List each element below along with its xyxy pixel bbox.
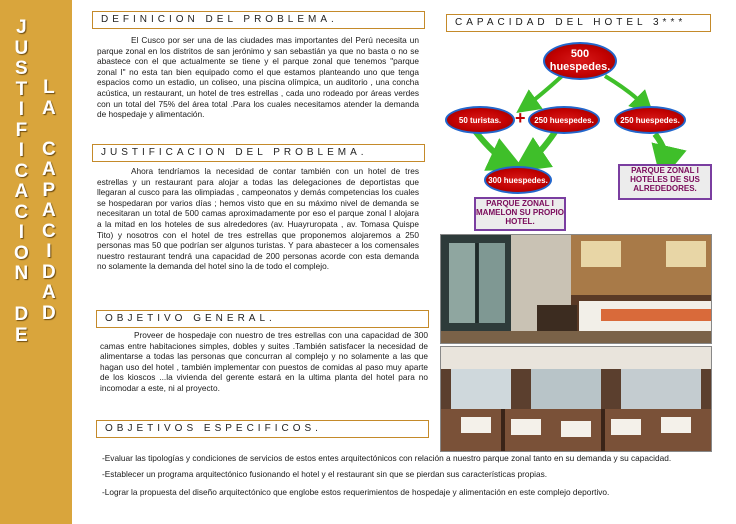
capacidad-header: CAPACIDAD DEL HOTEL 3*** (446, 14, 711, 32)
sidebar-vertical-title-2 (42, 78, 56, 324)
sidebar-letter (19, 285, 24, 306)
sidebar-letter: A (42, 200, 56, 221)
node-250-huespedes-mid (528, 106, 600, 134)
sidebar-letter: D (14, 304, 29, 325)
sidebar-letter: F (15, 119, 28, 141)
hotel-room-image (441, 235, 712, 344)
restaurant-image (441, 347, 712, 452)
sidebar-letter: J (16, 17, 27, 38)
node-500-huespedes (543, 42, 617, 80)
sidebar-letter: C (42, 138, 56, 160)
sidebar-letter: O (14, 242, 29, 264)
sidebar-letter: U (14, 37, 29, 59)
sidebar-letter (46, 119, 51, 140)
node-500-label: 500 huespedes. (549, 48, 611, 73)
node-right-label: 250 huespedes. (620, 115, 680, 125)
node-turistas-label: 50 turistas. (458, 115, 502, 125)
arrow-top-right (605, 76, 645, 106)
definicion-text-body: El Cusco por ser una de las ciudades mas importantes del Perú necesita un parque zonal en los distritos de san jerónimo y san sebastián ya que no basta o no se abastece con el que actualmente se tiene y el parque zonal que tenemos "parque zonal I" no esta tan bien equipado como el que estamos planteando uno que tenga espacios como un estadio, un coliseo, una piscina olímpica, un auditorio , una concha acústica, un restaurant, un hotel de tres estrellas , cada uno rodeado por áreas verdes con un total del 75% del área total .Para los cuales necesitamos atender la demanda de hospedaje y alimentación. (97, 35, 419, 120)
label-parque-zonal-alrededores: PARQUE ZONAL I HOTELES DE SUS ALREDEDORES. (618, 164, 712, 200)
objetivo-item-2: -Establecer un programa arquitectónico fusionando el hotel y el restaurant sin que se pierdan sus características propias. (102, 469, 548, 479)
sidebar-letter: I (18, 99, 25, 120)
plus-sign: + (515, 108, 526, 128)
sidebar-letter: I (46, 241, 52, 262)
sidebar-letter: D (42, 261, 56, 283)
objetivo-general-text (100, 330, 428, 394)
arrow-mid-down (528, 132, 555, 162)
sidebar-letter: C (14, 160, 29, 182)
objetivo-item-3: -Lograr la propuesta del diseño arquitectónico que englobe estos requerimientos de hospedaje y alimentación en este complejo deportivo. (102, 487, 610, 497)
justificacion-text (97, 166, 419, 272)
objetivo-item-1: -Evaluar las tipologías y condiciones de servicios de estos entes arquitectónicos con relación a nuestro parque zonal tanto en su demanda y su capacidad. (102, 453, 672, 463)
label-parque-zonal-propio: PARQUE ZONAL I MAMELON SU PROPIO HOTEL. (474, 197, 566, 231)
sidebar-letter: C (14, 201, 29, 223)
restaurant-photo (440, 346, 712, 452)
sidebar-letter: C (42, 220, 56, 242)
objetivo-general-text-body: Proveer de hospedaje con nuestro de tres estrellas con una capacidad de 300 camas entre habitaciones simples, dobles y suites .También satisfacer la necesidad de alimentarse a todas las personas que concurran al complejo y no solamente a las que hagan uso del hotel , también implementar con puestos de comidas al paso muy aparte de los kioscos ...la vivienda del gerente estará en la ultima planta del hotel para no incomodar a este, ni al proyecto. (100, 330, 428, 393)
sidebar-vertical-title-1 (14, 18, 29, 346)
sidebar-letter: I (18, 140, 25, 161)
sidebar-letter: A (42, 282, 56, 303)
objetivos-list (102, 452, 702, 498)
objetivos-especificos-header: OBJETIVOS ESPECIFICOS. (96, 420, 429, 438)
node-bottom-label: 300 huespedes. (488, 175, 548, 185)
arrow-top-left (526, 76, 562, 106)
capacity-diagram (440, 36, 736, 234)
sidebar-letter: N (14, 263, 29, 284)
node-300-huespedes (484, 166, 552, 194)
sidebar-letter: T (15, 78, 28, 100)
objetivo-general-header: OBJETIVO GENERAL. (96, 310, 429, 328)
sidebar-letter: A (42, 97, 56, 119)
sidebar-letter: A (14, 181, 29, 202)
arrow-right-down (655, 134, 666, 164)
sidebar-letter: E (15, 324, 28, 346)
node-mid-label: 250 huespedes. (534, 115, 594, 125)
hotel-room-photo (440, 234, 712, 344)
node-50-turistas (445, 106, 515, 134)
sidebar-letter: L (43, 77, 55, 98)
justificacion-header: JUSTIFICACION DEL PROBLEMA. (92, 144, 425, 162)
definicion-text (97, 35, 419, 120)
definicion-header: DEFINICION DEL PROBLEMA. (92, 11, 425, 29)
sidebar (0, 0, 72, 524)
sidebar-letter: I (18, 222, 25, 243)
sidebar-letter: S (15, 58, 28, 79)
arrow-turistas-down (475, 131, 508, 162)
justificacion-text-body: Ahora tendríamos la necesidad de contar también con un hotel de tres estrellas y un restaurant para alojar a todas las delegaciones de deportistas que llegaran al cusco para las olimpiadas , campeonatos y demás competencias los cuales se hospedaran por varios días ; hemos visto que en su máximo nivel de demanda se necesitaran un total de 500 camas aproximadamente por eso el parque zonal I alojara a la mitad en los hoteles de sus alrededores (av. Huayruropata , av. Tomasa Quispe Tito) y nosotros con el hotel de tres estrellas que proponemos alojaremos a 250 personas mas 50 que podrían ser algunos turistas. Y para abastecer a los comensales nuestro restaurant tendrá una capacidad de 200 personas acorde con esta demanda no solamente la demanda del hotel sino la de todo el complejo. (97, 166, 419, 272)
sidebar-letter: A (42, 159, 56, 180)
node-250-huespedes-right (614, 106, 686, 134)
sidebar-letter: D (42, 302, 56, 324)
sidebar-letter: P (42, 179, 56, 201)
